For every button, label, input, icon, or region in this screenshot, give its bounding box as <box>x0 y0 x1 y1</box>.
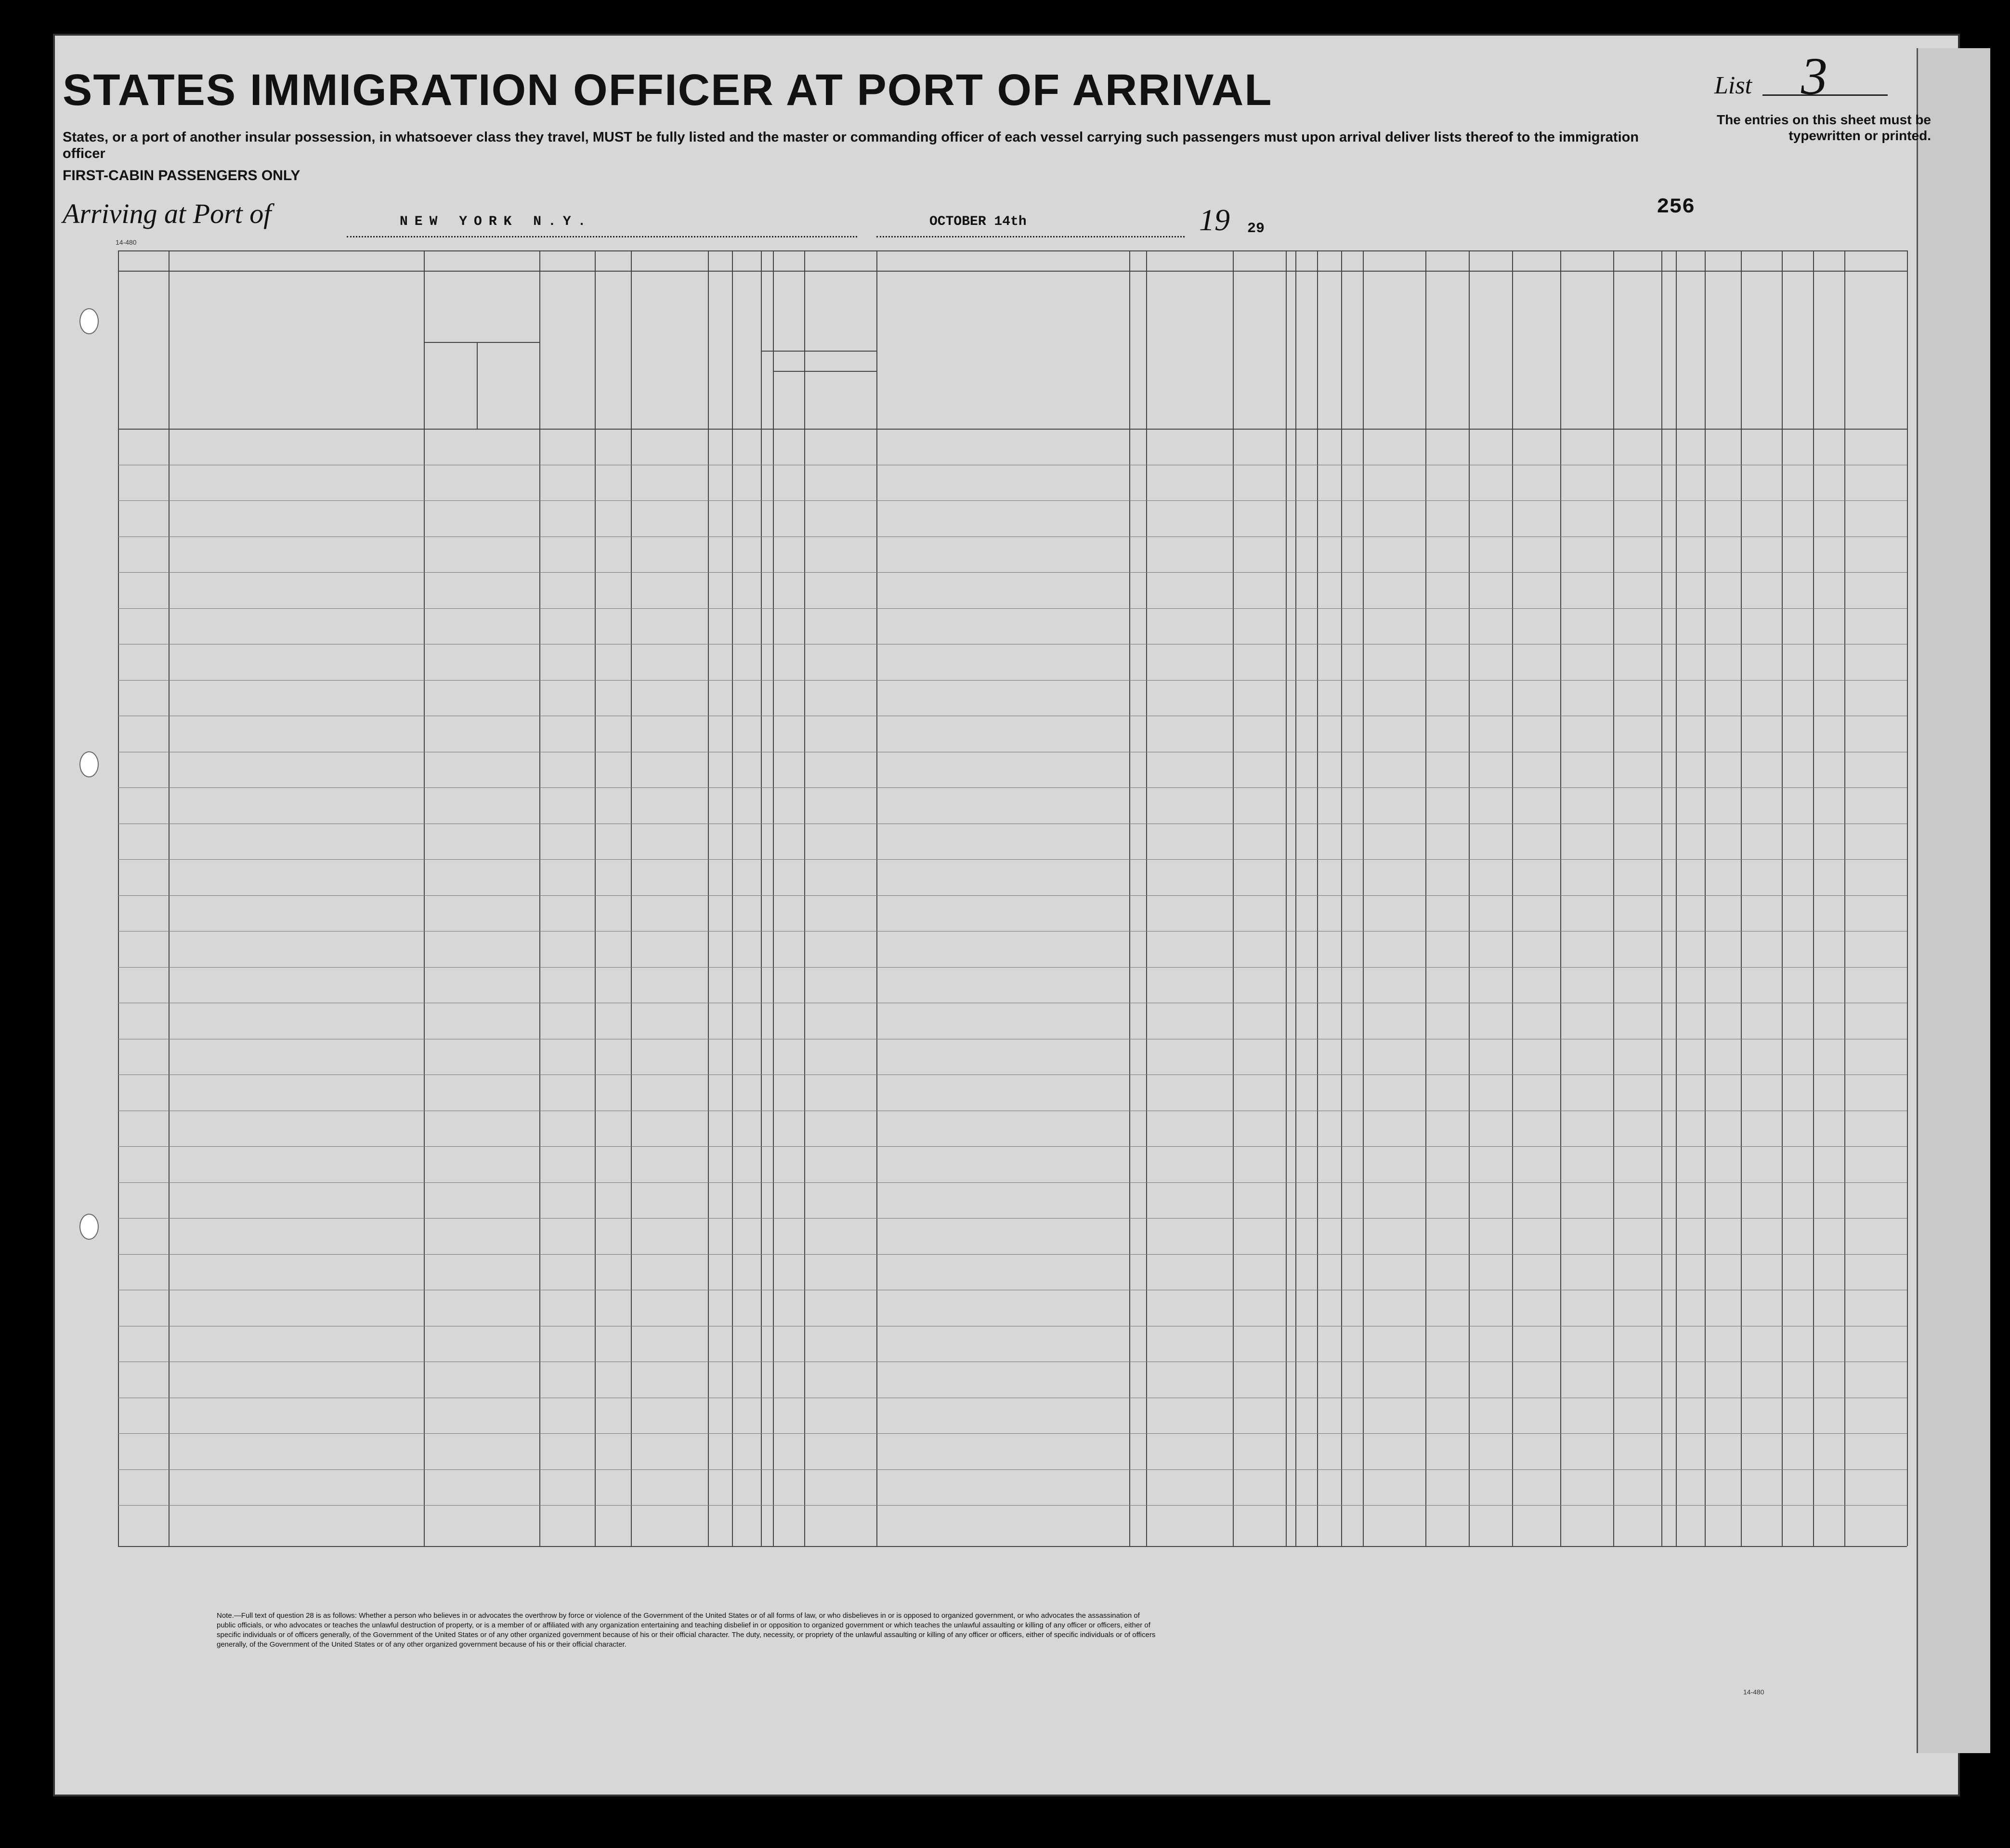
grid-vline <box>1363 250 1364 1546</box>
grid-vline <box>595 250 596 1546</box>
grid-row-line <box>118 787 1907 788</box>
grid-vline <box>1560 250 1561 1546</box>
grid-row-line <box>118 859 1907 860</box>
grid-vline <box>1661 250 1662 1546</box>
grid-hline <box>118 271 1907 272</box>
punch-hole <box>79 751 99 777</box>
grid-row-line <box>118 1146 1907 1147</box>
grid-vline <box>1705 250 1706 1546</box>
grid-vline <box>761 250 762 1546</box>
grid-row-line <box>118 500 1907 501</box>
grid-vline <box>1813 250 1814 1546</box>
grid-vline <box>1782 250 1783 1546</box>
grid-hline <box>761 351 876 352</box>
grid-vline <box>539 250 540 1546</box>
list-label: List <box>1714 72 1752 99</box>
arriving-label: Arriving at Port of <box>63 198 272 229</box>
grid-row-line <box>118 1469 1907 1470</box>
page-title: STATES IMMIGRATION OFFICER AT PORT OF ARRIVAL <box>63 66 1273 115</box>
arrival-date: OCTOBER 14th <box>929 214 1027 229</box>
grid-row-line <box>118 680 1907 681</box>
list-note: The entries on this sheet must be typewritten or printed. <box>1717 112 1931 143</box>
punch-hole <box>79 308 99 334</box>
grid-vline <box>876 250 877 1546</box>
grid-row-line <box>118 967 1907 968</box>
grid-hline <box>118 250 1907 251</box>
grid-vline <box>1286 250 1287 1546</box>
grid-row-line <box>118 1433 1907 1434</box>
grid-vline <box>1425 250 1426 1546</box>
grid-vline <box>1233 250 1234 1546</box>
grid-vline <box>1676 250 1677 1546</box>
date-underline <box>876 236 1185 237</box>
page-number: 256 <box>1657 195 1695 219</box>
grid-vline <box>732 250 733 1546</box>
grid-vline <box>1613 250 1614 1546</box>
grid-hline <box>773 371 876 372</box>
punch-hole <box>79 1214 99 1240</box>
grid-vline <box>1295 250 1296 1546</box>
grid-vline <box>1844 250 1845 1546</box>
grid-vline <box>1907 250 1908 1546</box>
grid-vline <box>477 342 478 429</box>
grid-vline <box>118 250 119 1546</box>
form-code: 14-480 <box>1743 1688 1764 1696</box>
underlying-page-edge <box>1917 48 1990 1753</box>
grid-hline <box>424 342 539 343</box>
grid-row-line <box>118 895 1907 896</box>
grid-hline <box>118 1546 1907 1547</box>
page-subtitle: States, or a port of another insular possession, in whatsoever class they travel, MUST be fully listed and the master or commanding officer of each vessel carrying such passengers must upon arrival deliver lists thereof to the immigration officer <box>63 130 1639 161</box>
grid-vline <box>631 250 632 1546</box>
arrival-port: NEW YORK N.Y. <box>400 214 593 229</box>
list-number: 3 <box>1801 47 1827 105</box>
grid-vline <box>1469 250 1470 1546</box>
grid-vline <box>1341 250 1342 1546</box>
grid-vline <box>1512 250 1513 1546</box>
grid-row-line <box>118 572 1907 573</box>
question-28-note: Note.—Full text of question 28 is as follows: Whether a person who believes in or advocates the overthrow by force or violence of the Government of the United States or of all forms of law, or who disbelieves in or is opposed to organized government, or who advocates the assassination of public officials, or who advocates or teaches the unlawful destruction of property, or is a member of or affiliated with any organization entertaining and teaching disbelief in or opposition to organized government or which teaches the unlawful assaulting or killing of any officer or officers, either of specific individuals or of officers generally, of the Government of the United States or of any other organized government because of his or their official character. The duty, necessity, or propriety of the unlawful assaulting or killing of any officer or officers, either of specific individuals or of officers generally, of the Government of the United States or of any other organized government because of his or their official character. <box>217 1612 1156 1649</box>
grid-vline <box>773 250 774 1546</box>
grid-row-line <box>118 1218 1907 1219</box>
grid-row-line <box>118 1182 1907 1183</box>
grid-vline <box>424 250 425 1546</box>
form-code: 14-480 <box>116 238 137 246</box>
grid-row-line <box>118 1505 1907 1506</box>
grid-vline <box>804 250 805 1546</box>
grid-vline <box>1317 250 1318 1546</box>
grid-vline <box>1146 250 1147 1546</box>
grid-vline <box>708 250 709 1546</box>
arrival-year-suffix: 29 <box>1247 221 1265 237</box>
grid-vline <box>1741 250 1742 1546</box>
grid-vline <box>1129 250 1130 1546</box>
grid-hline <box>118 429 1907 430</box>
grid-row-line <box>118 608 1907 609</box>
grid-row-line <box>118 1254 1907 1255</box>
arrival-year-prefix: 19 <box>1199 203 1230 237</box>
class-label: FIRST-CABIN PASSENGERS ONLY <box>63 168 300 183</box>
grid-vline <box>169 250 170 1546</box>
manifest-sheet <box>53 34 1960 1796</box>
port-underline <box>347 236 857 237</box>
